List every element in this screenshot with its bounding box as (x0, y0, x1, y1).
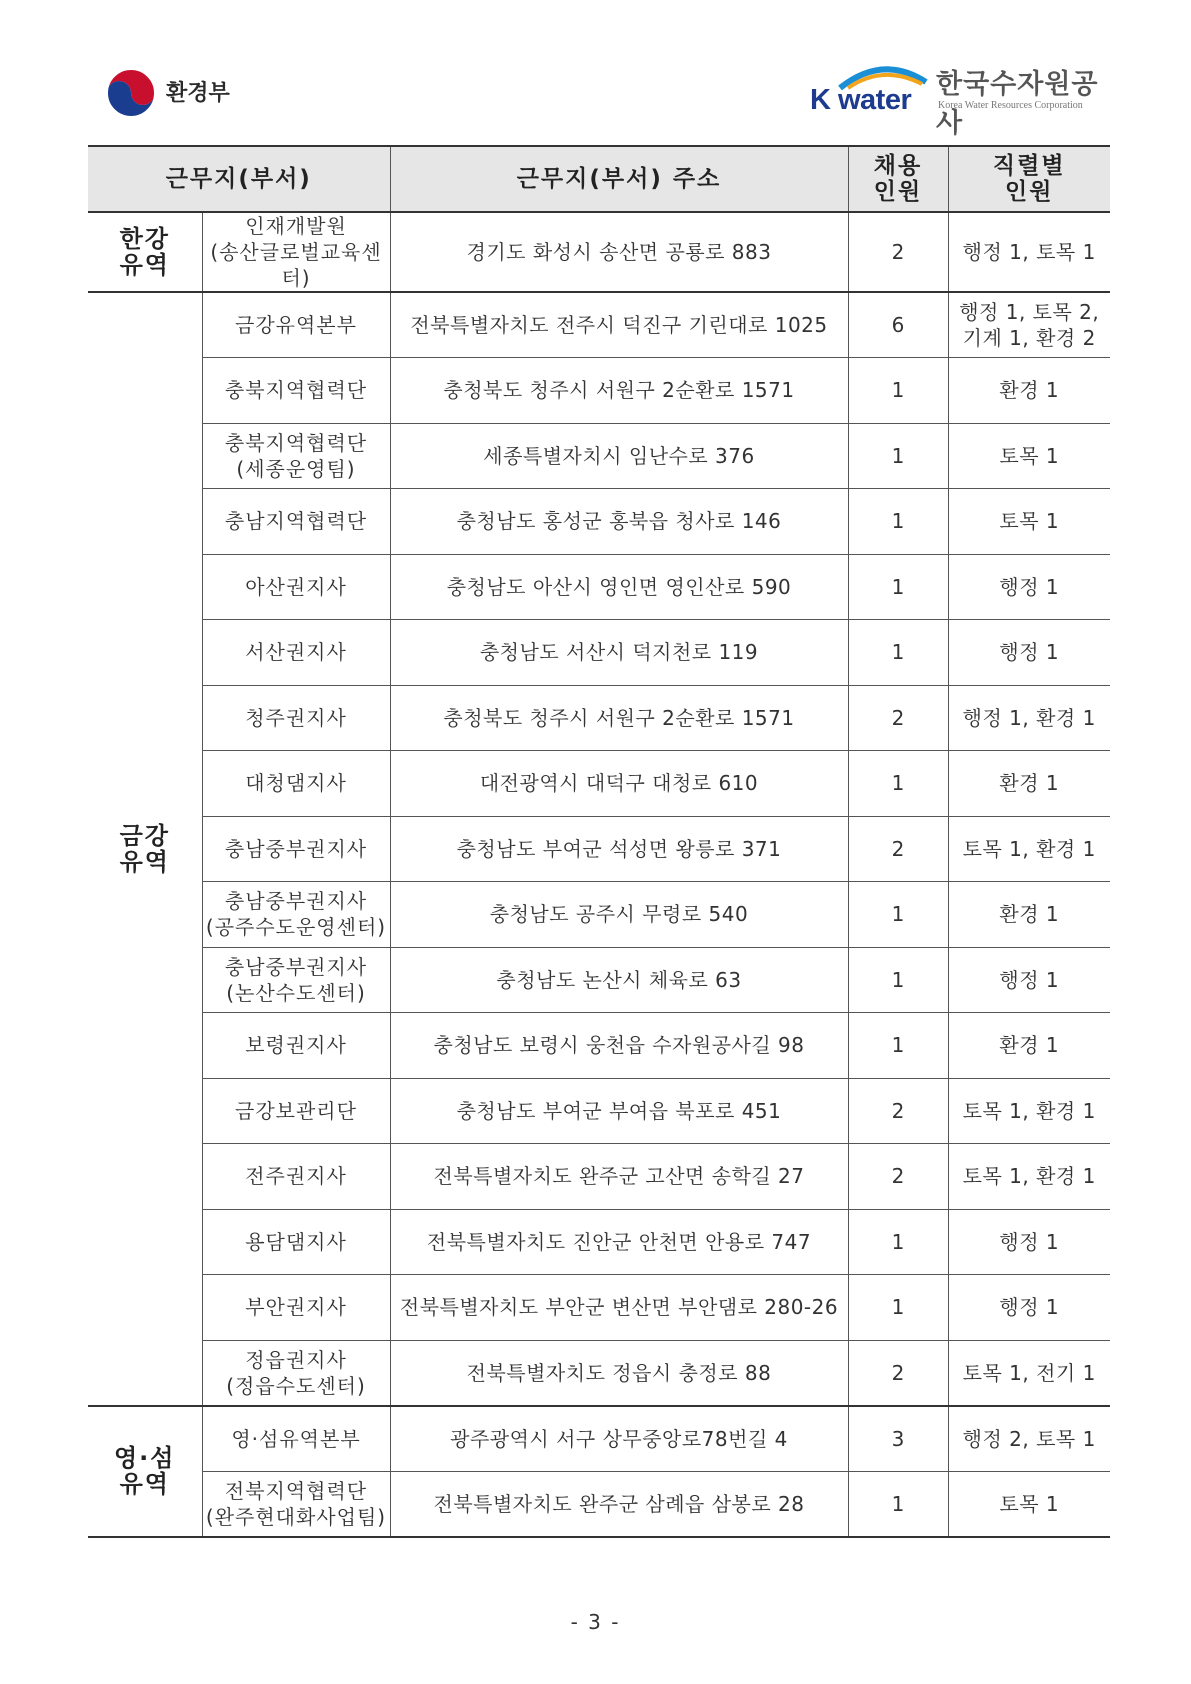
address-cell: 전북특별자치도 부안군 변산면 부안댐로 280-26 (390, 1275, 848, 1341)
table-row (88, 685, 1110, 751)
region-cell: 영·섬 유역 (88, 1406, 202, 1537)
dept-cell: 충남지역협력단 (202, 489, 390, 555)
staff-cell: 행정 1 (948, 554, 1110, 620)
table-row (88, 292, 1110, 358)
table-row (88, 423, 1110, 489)
dept-cell: 충북지역협력단 (202, 358, 390, 424)
dept-cell: 용담댐지사 (202, 1209, 390, 1275)
dept-cell: 인재개발원 (송산글로벌교육센터) (202, 212, 390, 292)
count-cell: 1 (848, 1209, 948, 1275)
count-cell: 1 (848, 554, 948, 620)
table-row (88, 1275, 1110, 1341)
page-header (0, 0, 1191, 140)
recruitment-table (88, 145, 1110, 1538)
ministry-of-environment-logo (90, 62, 260, 122)
staff-cell: 행정 1 (948, 1275, 1110, 1341)
count-cell: 3 (848, 1406, 948, 1472)
address-cell: 세종특별자치시 임난수로 376 (390, 423, 848, 489)
table-row (88, 1209, 1110, 1275)
count-cell: 2 (848, 1340, 948, 1406)
staff-cell: 환경 1 (948, 882, 1110, 948)
count-cell: 1 (848, 358, 948, 424)
dept-cell: 충남중부권지사 (논산수도센터) (202, 947, 390, 1013)
count-cell: 2 (848, 816, 948, 882)
region-cell: 금강 유역 (88, 292, 202, 1406)
staff-cell: 토목 1, 환경 1 (948, 1078, 1110, 1144)
count-cell: 1 (848, 1275, 948, 1341)
table-row (88, 1471, 1110, 1537)
table-row (88, 620, 1110, 686)
ministry-name: 환경부 (166, 81, 230, 106)
dept-cell: 전주권지사 (202, 1144, 390, 1210)
page-number: - 3 - (570, 1610, 621, 1634)
address-cell: 충청남도 아산시 영인면 영인산로 590 (390, 554, 848, 620)
kwater-english-name: Korea Water Resources Corporation (938, 100, 1083, 111)
count-cell: 6 (848, 292, 948, 358)
staff-cell: 토목 1 (948, 423, 1110, 489)
dept-cell: 대청댐지사 (202, 751, 390, 817)
staff-cell: 행정 1 (948, 620, 1110, 686)
address-cell: 충청남도 논산시 체육로 63 (390, 947, 848, 1013)
table-row (88, 882, 1110, 948)
staff-cell: 행정 1, 토목 2, 기계 1, 환경 2 (948, 292, 1110, 358)
count-cell: 2 (848, 1078, 948, 1144)
table-header-row (88, 146, 1110, 212)
dept-cell: 금강보관리단 (202, 1078, 390, 1144)
staff-cell: 토목 1, 환경 1 (948, 1144, 1110, 1210)
kwater-wordmark: K water (810, 84, 912, 116)
table-row (88, 358, 1110, 424)
count-cell: 2 (848, 685, 948, 751)
header-count: 채용 인원 (848, 146, 948, 212)
staff-cell: 행정 1, 토목 1 (948, 212, 1110, 292)
staff-cell: 행정 1 (948, 1209, 1110, 1275)
count-cell: 1 (848, 947, 948, 1013)
table-row (88, 751, 1110, 817)
table-row (88, 947, 1110, 1013)
count-cell: 1 (848, 882, 948, 948)
dept-cell: 전북지역협력단 (완주현대화사업팀) (202, 1471, 390, 1537)
header-address: 근무지(부서) 주소 (390, 146, 848, 212)
staff-cell: 행정 2, 토목 1 (948, 1406, 1110, 1472)
dept-cell: 정읍권지사 (정읍수도센터) (202, 1340, 390, 1406)
dept-cell: 충북지역협력단 (세종운영팀) (202, 423, 390, 489)
count-cell: 2 (848, 1144, 948, 1210)
table-row (88, 1340, 1110, 1406)
dept-cell: 서산권지사 (202, 620, 390, 686)
dept-cell: 금강유역본부 (202, 292, 390, 358)
address-cell: 전북특별자치도 진안군 안천면 안용로 747 (390, 1209, 848, 1275)
address-cell: 충청남도 부여군 부여읍 북포로 451 (390, 1078, 848, 1144)
staff-cell: 토목 1 (948, 1471, 1110, 1537)
dept-cell: 충남중부권지사 (202, 816, 390, 882)
table-row (88, 212, 1110, 292)
table-row (88, 554, 1110, 620)
dept-cell: 청주권지사 (202, 685, 390, 751)
address-cell: 충청남도 홍성군 홍북읍 청사로 146 (390, 489, 848, 555)
address-cell: 충청남도 공주시 무령로 540 (390, 882, 848, 948)
address-cell: 충청북도 청주시 서원구 2순환로 1571 (390, 358, 848, 424)
address-cell: 전북특별자치도 완주군 삼례읍 삼봉로 28 (390, 1471, 848, 1537)
count-cell: 1 (848, 1471, 948, 1537)
kwater-logo (810, 60, 1110, 139)
count-cell: 2 (848, 212, 948, 292)
count-cell: 1 (848, 423, 948, 489)
address-cell: 전북특별자치도 정읍시 충정로 88 (390, 1340, 848, 1406)
count-cell: 1 (848, 1013, 948, 1079)
address-cell: 충청북도 청주시 서원구 2순환로 1571 (390, 685, 848, 751)
address-cell: 충청남도 서산시 덕지천로 119 (390, 620, 848, 686)
region-cell: 한강 유역 (88, 212, 202, 292)
staff-cell: 행정 1, 환경 1 (948, 685, 1110, 751)
table-row (88, 1144, 1110, 1210)
address-cell: 충청남도 부여군 석성면 왕릉로 371 (390, 816, 848, 882)
table-row (88, 1078, 1110, 1144)
staff-cell: 토목 1, 전기 1 (948, 1340, 1110, 1406)
dept-cell: 부안권지사 (202, 1275, 390, 1341)
taegeuk-emblem-icon (104, 66, 158, 120)
staff-cell: 토목 1, 환경 1 (948, 816, 1110, 882)
count-cell: 1 (848, 751, 948, 817)
staff-cell: 환경 1 (948, 358, 1110, 424)
table-row (88, 1013, 1110, 1079)
kwater-korean-name: 한국수자원공사 (936, 69, 1099, 139)
staff-cell: 환경 1 (948, 751, 1110, 817)
table-row (88, 489, 1110, 555)
address-cell: 전북특별자치도 완주군 고산면 송학길 27 (390, 1144, 848, 1210)
dept-cell: 보령권지사 (202, 1013, 390, 1079)
table-row (88, 816, 1110, 882)
address-cell: 대전광역시 대덕구 대청로 610 (390, 751, 848, 817)
dept-cell: 영·섬유역본부 (202, 1406, 390, 1472)
header-staff: 직렬별 인원 (948, 146, 1110, 212)
count-cell: 1 (848, 620, 948, 686)
header-dept: 근무지(부서) (88, 146, 390, 212)
address-cell: 전북특별자치도 전주시 덕진구 기린대로 1025 (390, 292, 848, 358)
dept-cell: 아산권지사 (202, 554, 390, 620)
address-cell: 충청남도 보령시 웅천읍 수자원공사길 98 (390, 1013, 848, 1079)
address-cell: 경기도 화성시 송산면 공룡로 883 (390, 212, 848, 292)
staff-cell: 환경 1 (948, 1013, 1110, 1079)
count-cell: 1 (848, 489, 948, 555)
staff-cell: 토목 1 (948, 489, 1110, 555)
dept-cell: 충남중부권지사 (공주수도운영센터) (202, 882, 390, 948)
address-cell: 광주광역시 서구 상무중앙로78번길 4 (390, 1406, 848, 1472)
staff-cell: 행정 1 (948, 947, 1110, 1013)
table-row (88, 1406, 1110, 1472)
